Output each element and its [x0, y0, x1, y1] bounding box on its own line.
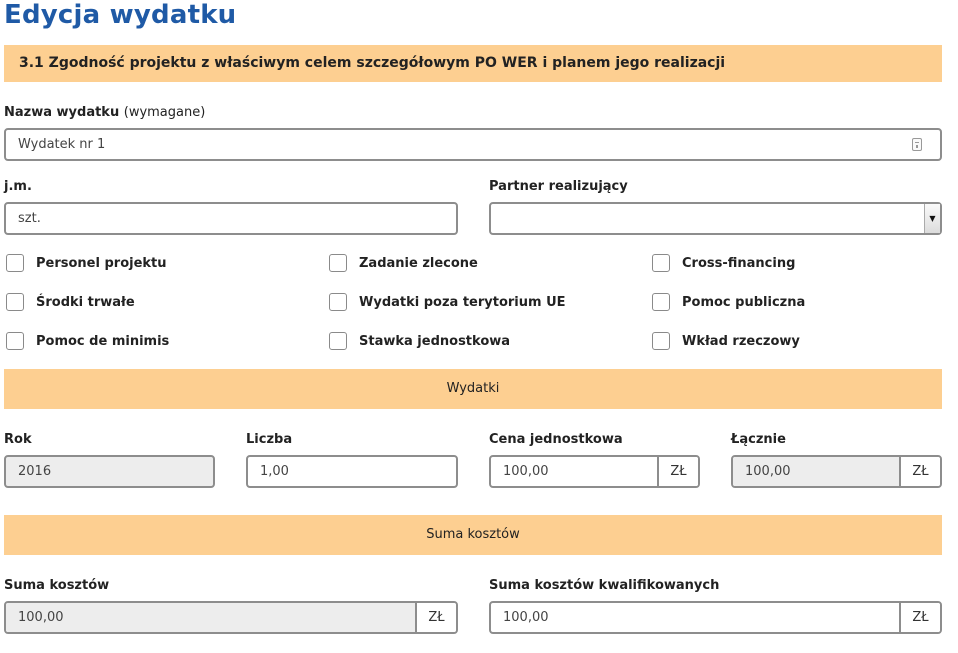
count-input-value: 1,00 — [260, 464, 289, 479]
count-input[interactable] — [246, 455, 458, 488]
checkbox-box[interactable] — [329, 254, 347, 272]
unit-input[interactable] — [4, 202, 458, 235]
checkbox-cross-financing[interactable] — [652, 254, 795, 272]
checkbox-wklad-rzeczowy[interactable] — [652, 332, 800, 350]
checkbox-box[interactable] — [652, 254, 670, 272]
checkbox-box[interactable] — [6, 254, 24, 272]
checkbox-box[interactable] — [652, 293, 670, 311]
currency-addon: ZŁ — [657, 457, 698, 486]
currency-addon: ZŁ — [899, 603, 940, 632]
unit-price-label: Cena jednostkowa — [489, 432, 623, 447]
eligible-cost-label: Suma kosztów kwalifikowanych — [489, 578, 720, 593]
field-info-icon[interactable] — [912, 138, 922, 151]
page-title: Edycja wydatku — [4, 0, 237, 30]
unit-price-input[interactable] — [489, 455, 700, 488]
checkbox-label: Cross-financing — [682, 255, 796, 271]
name-input[interactable] — [4, 128, 942, 161]
checkbox-zadanie-zlecone[interactable] — [329, 254, 478, 272]
checkbox-wydatki-poza-ue[interactable] — [329, 293, 566, 311]
checkbox-label: Zadanie zlecone — [359, 255, 478, 271]
checkbox-pomoc-publiczna[interactable] — [652, 293, 805, 311]
year-input-value: 2016 — [18, 464, 52, 479]
partner-select[interactable] — [489, 202, 942, 235]
checkbox-box[interactable] — [6, 293, 24, 311]
checkbox-label: Wkład rzeczowy — [682, 333, 800, 349]
year-input[interactable] — [4, 455, 215, 488]
checkbox-label: Pomoc publiczna — [682, 294, 806, 310]
checkbox-box[interactable] — [329, 293, 347, 311]
unit-field-label: j.m. — [4, 179, 32, 194]
currency-addon: ZŁ — [899, 457, 940, 486]
cost-sum-input[interactable] — [4, 601, 458, 634]
checkbox-box[interactable] — [652, 332, 670, 350]
total-label: Łącznie — [731, 432, 786, 447]
checkbox-label: Środki trwałe — [36, 294, 135, 310]
expenses-section-header: Wydatki — [4, 369, 942, 409]
count-label: Liczba — [246, 432, 293, 447]
checkbox-label: Wydatki poza terytorium UE — [359, 294, 566, 310]
checkbox-personel-projektu[interactable] — [6, 254, 167, 272]
checkbox-stawka-jednostkowa[interactable] — [329, 332, 510, 350]
checkbox-label: Personel projektu — [36, 255, 167, 271]
name-field-label-text: Nazwa wydatku — [4, 105, 120, 120]
costs-section-header: Suma kosztów — [4, 515, 942, 555]
unit-input-value: szt. — [18, 211, 41, 226]
checkbox-label: Pomoc de minimis — [36, 333, 170, 349]
checkbox-box[interactable] — [6, 332, 24, 350]
name-input-value: Wydatek nr 1 — [18, 137, 106, 152]
checkbox-label: Stawka jednostkowa — [359, 333, 511, 349]
checkbox-pomoc-de-minimis[interactable] — [6, 332, 169, 350]
name-field-label — [4, 105, 205, 120]
total-value: 100,00 — [733, 457, 899, 486]
unit-price-value: 100,00 — [503, 464, 549, 479]
currency-addon: ZŁ — [415, 603, 456, 632]
checkbox-box[interactable] — [329, 332, 347, 350]
dropdown-arrow-icon[interactable]: ▼ — [924, 204, 940, 233]
checkbox-srodki-trwale[interactable] — [6, 293, 135, 311]
cost-sum-label: Suma kosztów — [4, 578, 110, 593]
year-label: Rok — [4, 432, 32, 447]
name-field-hint: (wymagane) — [123, 105, 206, 120]
eligible-cost-value: 100,00 — [503, 610, 549, 625]
partner-field-label: Partner realizujący — [489, 179, 628, 194]
eligible-cost-input[interactable] — [489, 601, 942, 634]
section-header: 3.1 Zgodność projektu z właściwym celem szczegółowym PO WER i planem jego realizacji — [4, 45, 942, 82]
cost-sum-value: 100,00 — [6, 603, 415, 632]
total-input[interactable] — [731, 455, 942, 488]
